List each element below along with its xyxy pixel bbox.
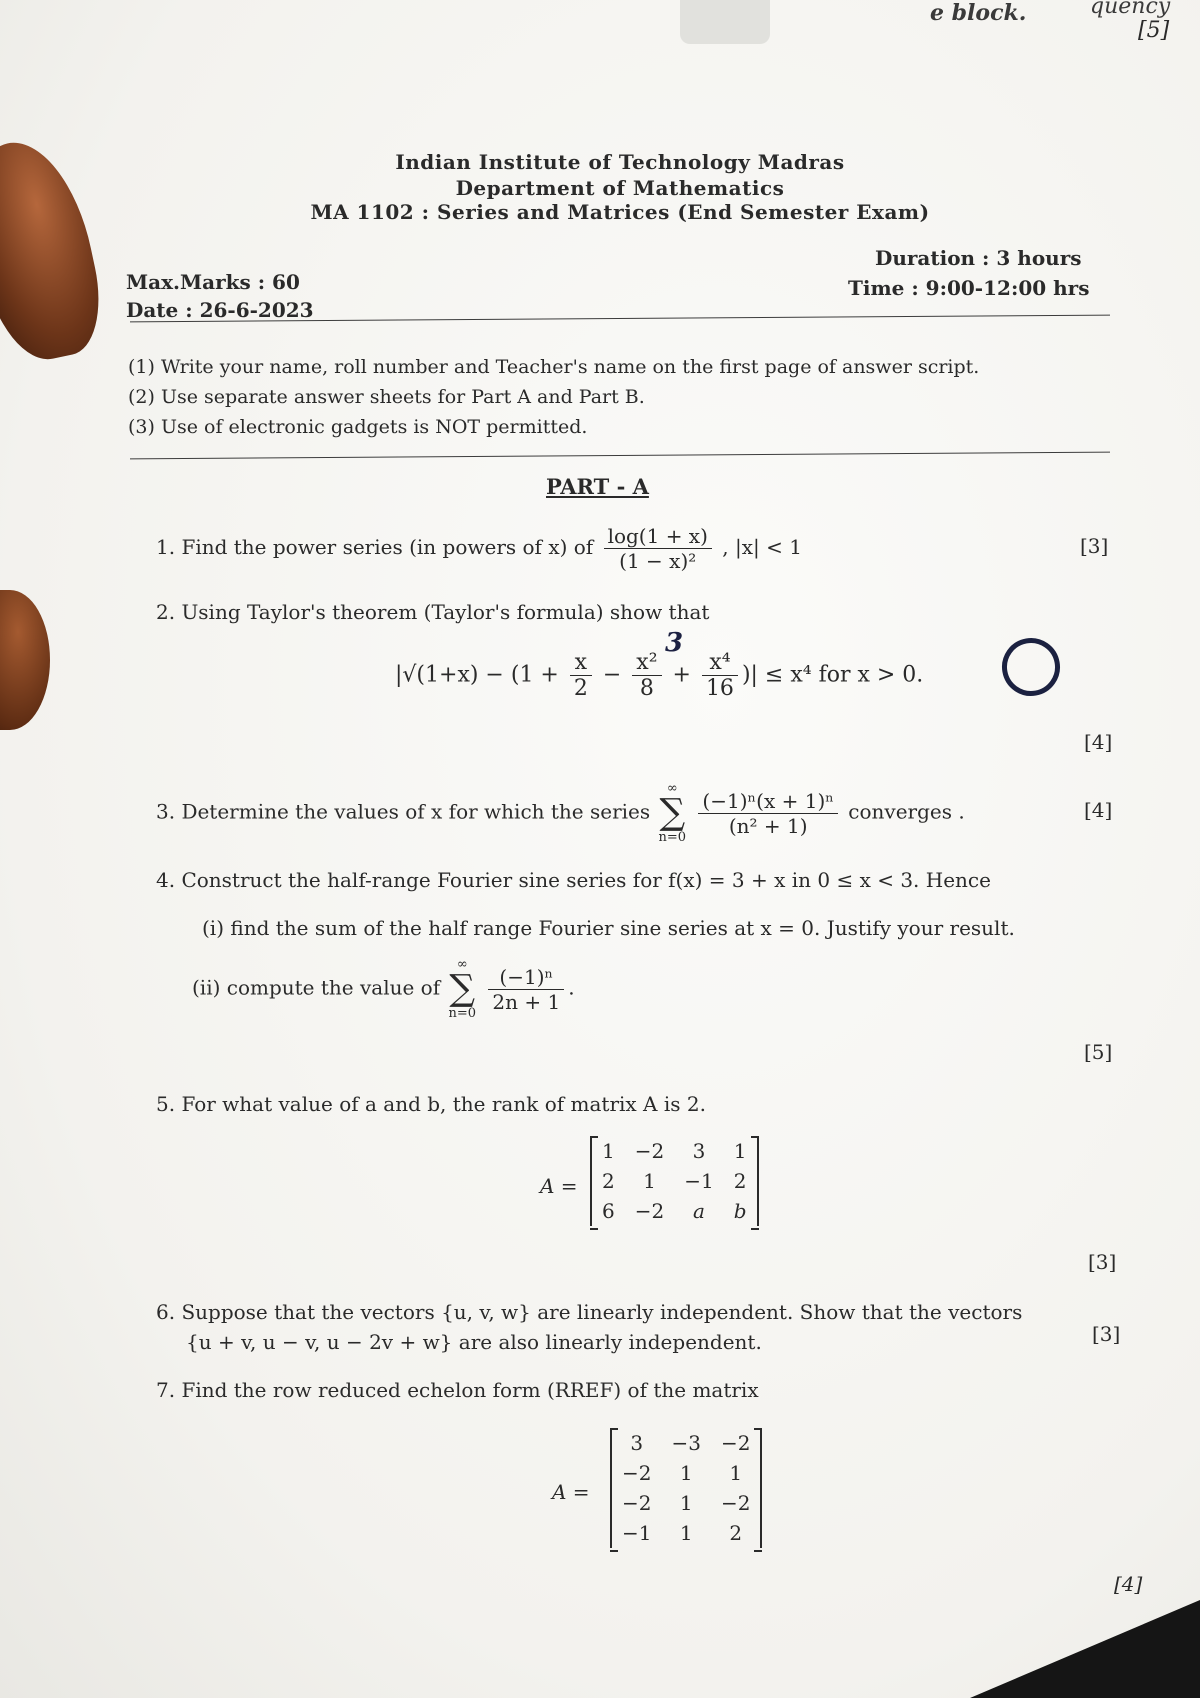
sum-lower: n=0: [658, 830, 687, 845]
matrix-cell: −2: [720, 1491, 751, 1515]
handwritten-annotation: 3: [665, 628, 684, 658]
question-4-part-ii: [192, 958, 575, 1020]
question-4-ii-text: (ii) compute the value of: [192, 975, 441, 1000]
matrix-cell: 2: [733, 1169, 747, 1193]
exam-time: Time : 9:00-12:00 hrs: [848, 276, 1090, 300]
sigma-icon: ∑: [449, 968, 476, 1009]
fraction-numerator: (−1)ⁿ: [488, 965, 564, 990]
matrix-a-q5: [540, 1136, 759, 1226]
matrix-cell: 1: [729, 1461, 743, 1485]
question-1-text: 1. Find the power series (in powers of x) of: [156, 535, 594, 559]
tape-scrap: [680, 0, 770, 44]
matrix-cell: 2: [602, 1169, 615, 1193]
instruction-3: (3) Use of electronic gadgets is NOT permitted.: [128, 416, 588, 438]
bracket-left: [590, 1136, 598, 1230]
matrix-cell: 1: [679, 1521, 693, 1545]
fraction-numerator: x⁴: [702, 650, 738, 676]
question-5-marks: [3]: [1088, 1250, 1117, 1274]
exam-duration: Duration : 3 hours: [875, 246, 1082, 270]
matrix-cell: −2: [622, 1491, 652, 1515]
matrix-cell: −2: [720, 1431, 751, 1455]
institute-name: Indian Institute of Technology Madras: [395, 150, 845, 174]
fraction: [488, 965, 564, 1014]
matrix-label: A =: [540, 1174, 578, 1198]
course-title: MA 1102 : Series and Matrices (End Semester Exam): [310, 200, 930, 224]
matrix-cell: −1: [622, 1521, 652, 1545]
max-marks: Max.Marks : 60: [126, 270, 300, 294]
fraction-numerator: x: [570, 650, 592, 676]
question-4: 4. Construct the half-range Fourier sine series for f(x) = 3 + x in 0 ≤ x < 3. Hence: [156, 868, 991, 892]
summation: [659, 782, 687, 844]
sigma-icon: ∑: [659, 792, 686, 833]
fraction-denominator: 8: [639, 676, 654, 701]
fraction: [702, 650, 738, 701]
question-6-line-2: {u + v, u − v, u − 2v + w} are also linearly independent.: [186, 1330, 762, 1354]
sum-upper: ∞: [456, 957, 468, 972]
instruction-1: (1) Write your name, roll number and Teacher's name on the first page of answer script.: [128, 356, 980, 378]
matrix-cell: b: [733, 1199, 747, 1223]
matrix-cell: 1: [602, 1139, 615, 1163]
matrix-cell: 1: [733, 1139, 747, 1163]
sum-upper: ∞: [666, 781, 678, 796]
question-7: 7. Find the row reduced echelon form (RREF) of the matrix: [156, 1378, 759, 1402]
matrix-table: [590, 1136, 759, 1226]
question-2-formula: |√(1+x) − (1 + $\frac{x}{2}$ − $\frac{\text{x²}}{8}$ + $\frac{\text{x⁴}}{16}$ )| ≤ x⁴ for x > 0.: [395, 650, 924, 701]
fraction: [632, 650, 661, 701]
question-3-marks: [4]: [1084, 798, 1113, 822]
department-name: Department of Mathematics: [455, 176, 785, 200]
matrix-cell: 1: [679, 1461, 693, 1485]
matrix-cell: 1: [643, 1169, 656, 1193]
divider: [130, 452, 1110, 460]
question-2: 2. Using Taylor's theorem (Taylor's formula) show that: [156, 600, 710, 624]
matrix-cell: −3: [671, 1431, 701, 1455]
formula-part: |√(1+x) − (1 +: [395, 662, 566, 688]
question-6-marks: [3]: [1092, 1322, 1121, 1346]
corner-shadow: [970, 1600, 1200, 1698]
fraction-numerator: (−1)ⁿ(x + 1)ⁿ: [698, 789, 837, 814]
matrix-label: A =: [552, 1480, 590, 1504]
fraction-denominator: 16: [705, 676, 734, 701]
matrix-cell: −2: [634, 1139, 665, 1163]
question-1: [156, 524, 802, 573]
matrix-cell: a: [692, 1199, 705, 1223]
bracket-right: [751, 1136, 759, 1230]
matrix-cell: −2: [634, 1199, 665, 1223]
matrix-cell: 3: [630, 1431, 644, 1455]
question-4-marks: [5]: [1084, 1040, 1113, 1064]
question-4-part-i: (i) find the sum of the half range Fourier sine series at x = 0. Justify your result.: [202, 916, 1015, 940]
handwritten-circle: [997, 633, 1064, 700]
question-3-suffix: converges .: [848, 799, 965, 824]
fraction-denominator: 2n + 1: [492, 989, 561, 1014]
thumb-shadow-lower: [0, 590, 50, 730]
top-scrap-text: e block.: [930, 0, 1027, 26]
fraction-numerator: x²: [632, 650, 661, 676]
question-1-marks: [3]: [1080, 534, 1109, 558]
matrix-table: [610, 1428, 762, 1548]
question-7-marks: [4]: [1114, 1572, 1143, 1596]
matrix-cell: 1: [679, 1491, 693, 1515]
question-4-ii-suffix: .: [568, 975, 575, 1000]
summation: [448, 958, 476, 1020]
question-3-text: 3. Determine the values of x for which the series: [156, 799, 651, 824]
question-1-condition: , |x| < 1: [722, 535, 802, 559]
exam-date: Date : 26-6-2023: [126, 298, 314, 322]
fraction-denominator: 2: [573, 676, 588, 701]
matrix-cell: 3: [692, 1139, 706, 1163]
matrix-cell: 6: [602, 1199, 615, 1223]
part-heading: PART - A: [546, 474, 649, 499]
sum-lower: n=0: [448, 1006, 477, 1021]
matrix-cell: −2: [622, 1461, 652, 1485]
fraction: [604, 524, 712, 573]
question-3: [156, 782, 965, 844]
fraction-denominator: (n² + 1): [728, 813, 808, 838]
instruction-2: (2) Use separate answer sheets for Part A and Part B.: [128, 386, 645, 408]
matrix-cell: −1: [684, 1169, 714, 1193]
formula-part: )| ≤ x⁴ for x > 0.: [741, 662, 924, 688]
fraction: [570, 650, 592, 701]
matrix-a-q7: [552, 1428, 762, 1548]
fraction-numerator: log(1 + x): [604, 524, 712, 549]
top-marks: [5]: [1138, 18, 1170, 43]
question-5: 5. For what value of a and b, the rank of matrix A is 2.: [156, 1092, 706, 1116]
bracket-left: [610, 1428, 618, 1552]
matrix-cell: 2: [729, 1521, 743, 1545]
question-6-line-1: 6. Suppose that the vectors {u, v, w} are linearly independent. Show that the vectors: [156, 1300, 1023, 1324]
fraction-denominator: (1 − x)²: [619, 549, 697, 573]
bracket-right: [754, 1428, 762, 1552]
question-2-marks: [4]: [1084, 730, 1113, 754]
fraction: [698, 789, 837, 838]
top-scrap-text-right: quency: [1090, 0, 1171, 19]
